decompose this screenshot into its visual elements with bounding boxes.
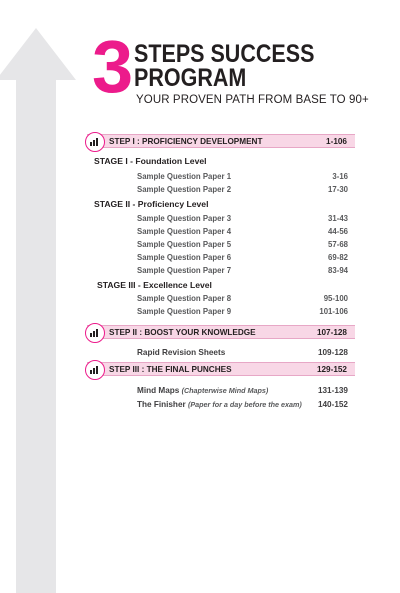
list-item: Sample Question Paper 3 31-43	[137, 214, 348, 223]
signal-bars-icon	[85, 132, 105, 152]
list-item: Sample Question Paper 7 83-94	[137, 266, 348, 275]
list-item: Sample Question Paper 6 69-82	[137, 253, 348, 262]
signal-bars-icon	[85, 323, 105, 343]
step-3-pages: 129-152	[316, 365, 347, 374]
program-title: STEPS SUCCESS PROGRAM	[134, 40, 315, 92]
step-3-bar	[87, 362, 355, 376]
step-1-pages: 1-106	[326, 137, 347, 146]
list-item: Sample Question Paper 8 95-100	[137, 294, 348, 303]
list-item: Mind Maps (Chapterwise Mind Maps) 131-139	[137, 386, 348, 395]
step-1-bar	[87, 134, 355, 148]
list-item: Sample Question Paper 9 101-106	[137, 307, 348, 316]
program-subtitle: YOUR PROVEN PATH FROM BASE TO 90+	[136, 94, 369, 106]
stage-3-label: STAGE III - Excellence Level	[97, 280, 212, 290]
step-3-label: STEP III : THE FINAL PUNCHES	[109, 365, 232, 374]
list-item: Sample Question Paper 2 17-30	[137, 185, 348, 194]
list-item: Sample Question Paper 5 57-68	[137, 240, 348, 249]
step-count-number: 3	[92, 25, 132, 108]
list-item: Sample Question Paper 4 44-56	[137, 227, 348, 236]
step-2-bar	[87, 325, 355, 339]
list-item: Sample Question Paper 1 3-16	[137, 172, 348, 181]
list-item: Rapid Revision Sheets 109-128	[137, 348, 348, 357]
step-2-label: STEP II : BOOST YOUR KNOWLEDGE	[109, 328, 256, 337]
program-header	[90, 25, 390, 108]
list-item: The Finisher (Paper for a day before the exam) 140-152	[137, 400, 348, 409]
stage-1-label: STAGE I - Foundation Level	[94, 156, 207, 166]
signal-bars-icon	[85, 360, 105, 380]
stage-2-label: STAGE II - Proficiency Level	[94, 199, 209, 209]
step-1-label: STEP I : PROFICIENCY DEVELOPMENT	[109, 137, 263, 146]
up-arrow-graphic	[0, 0, 80, 593]
step-2-pages: 107-128	[316, 328, 347, 337]
